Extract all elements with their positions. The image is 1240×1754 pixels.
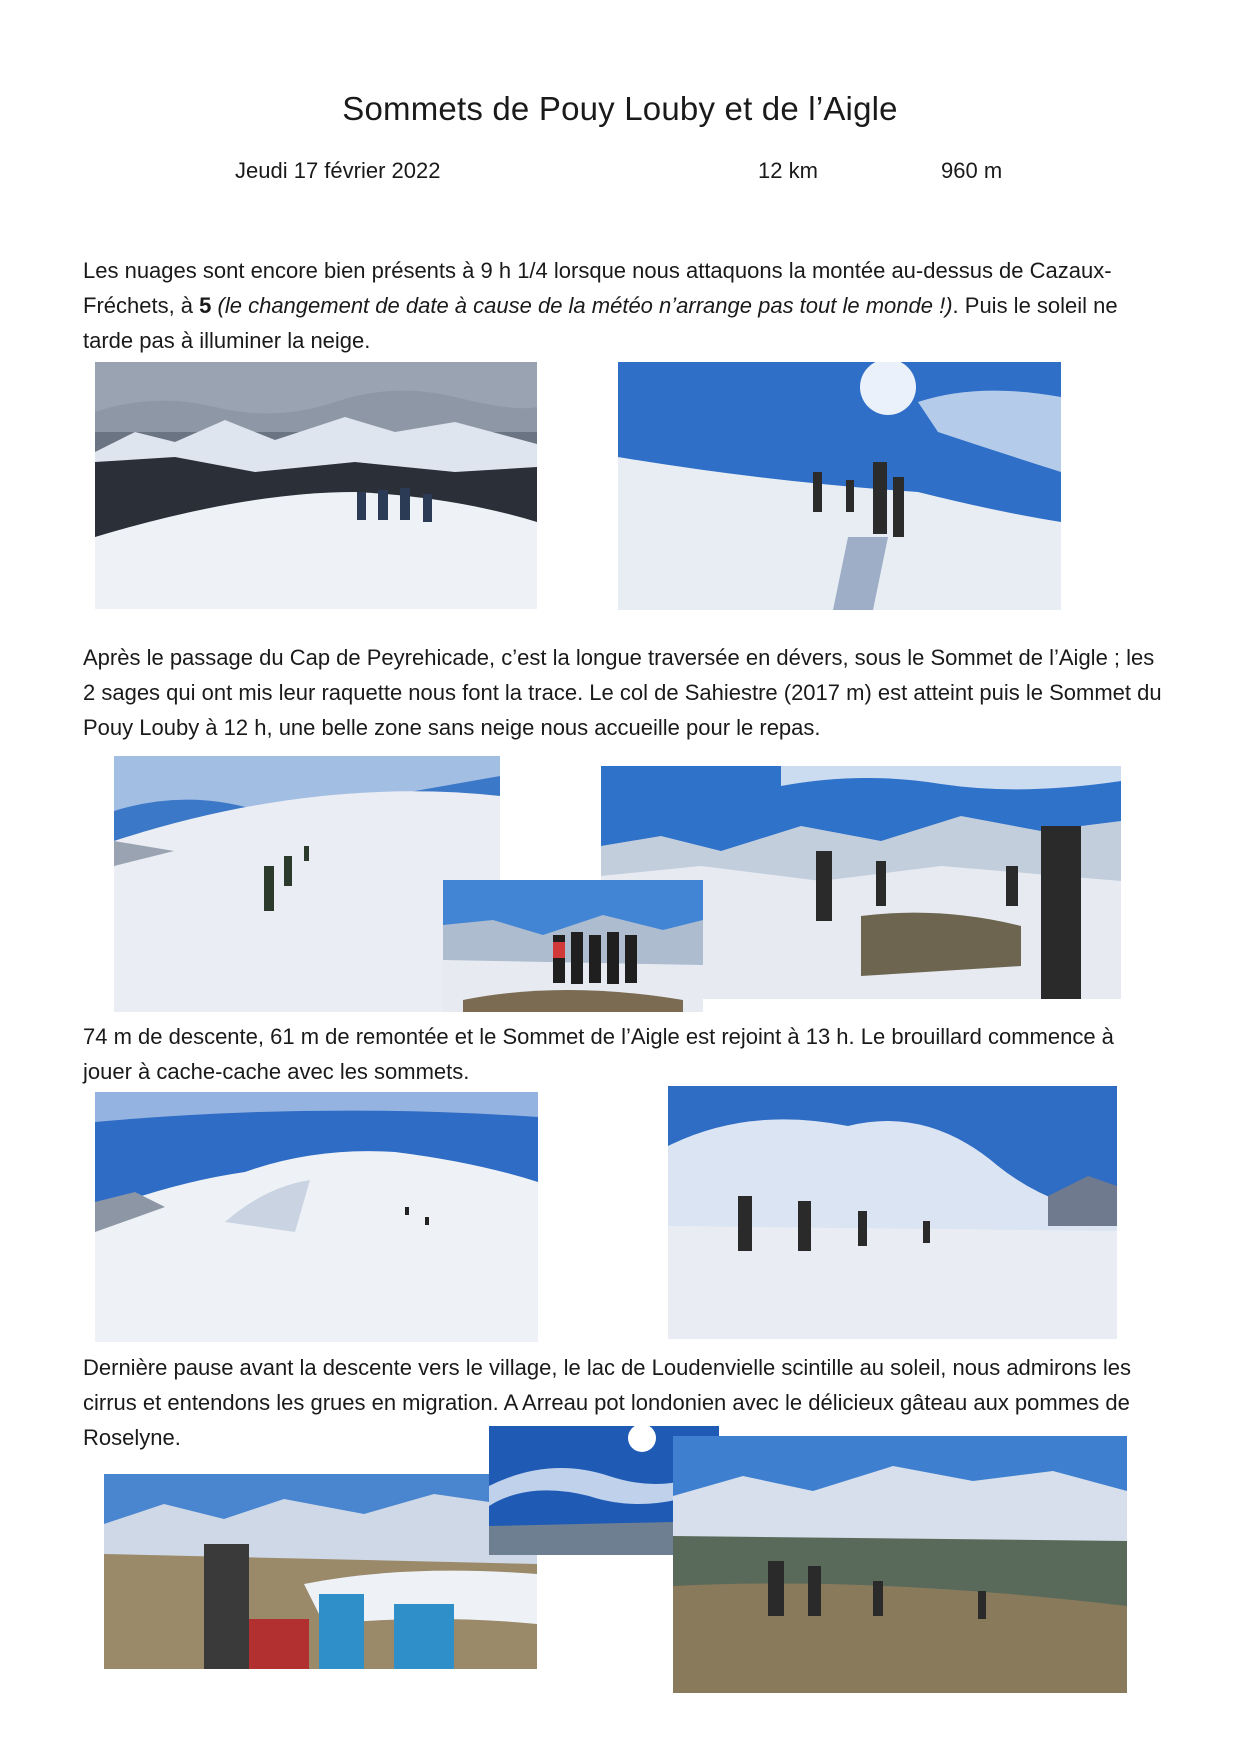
page-title: Sommets de Pouy Louby et de l’Aigle [342,90,898,127]
photo-fog-walkers [668,1086,1117,1339]
photo-last-break [104,1474,537,1669]
photo-loudenvielle-lake [673,1436,1127,1693]
paragraph-intro-text-1: Les nuages sont encore bien présents à 9 h 1/4 lorsque nous attaquons la montée au-dessus de Cazaux-Fréchets, à [83,258,1112,318]
paragraph-traverse: Après le passage du Cap de Peyrehicade, c’est la longue traversée en dévers, sous le Sommet de l’Aigle ; les 2 sages qui ont mis leur raquette nous font la trace. Le col de Sahiestre (2017 m) est atteint puis le Sommet du Pouy Louby à 12 h, une belle zone sans neige nous accueille pour le repas. [83,645,1162,740]
photo-aigle-ridge [95,1092,538,1342]
paragraph-intro [83,253,1163,358]
hike-distance: 12 km [758,158,818,183]
hike-elevation: 960 m [941,158,1003,183]
paragraph-intro-text-2: . Puis le soleil ne tarde pas à illuminer la neige. [83,293,1118,353]
photo-group-summit-portrait [443,880,703,1012]
paragraph-descent: 74 m de descente, 61 m de remontée et le Sommet de l’Aigle est rejoint à 13 h. Le brouillard commence à jouer à cache-cache avec les sommets. [83,1024,1114,1084]
paragraph-intro-bold: 5 [199,293,212,318]
paragraph-return: Dernière pause avant la descente vers le village, le lac de Loudenvielle scintille au soleil, nous admirons les cirrus et entendons les grues en migration. A Arreau pot londonien avec le délicieux gâteau aux pommes de Roselyne. [83,1355,1132,1450]
paragraph-intro-italic: (le changement de date à cause de la météo n’arrange pas tout le monde !) [211,293,953,318]
photo-group-climb-clouds [95,362,537,609]
hike-date: Jeudi 17 février 2022 [235,158,441,183]
photo-group-sun-slope [618,362,1061,610]
